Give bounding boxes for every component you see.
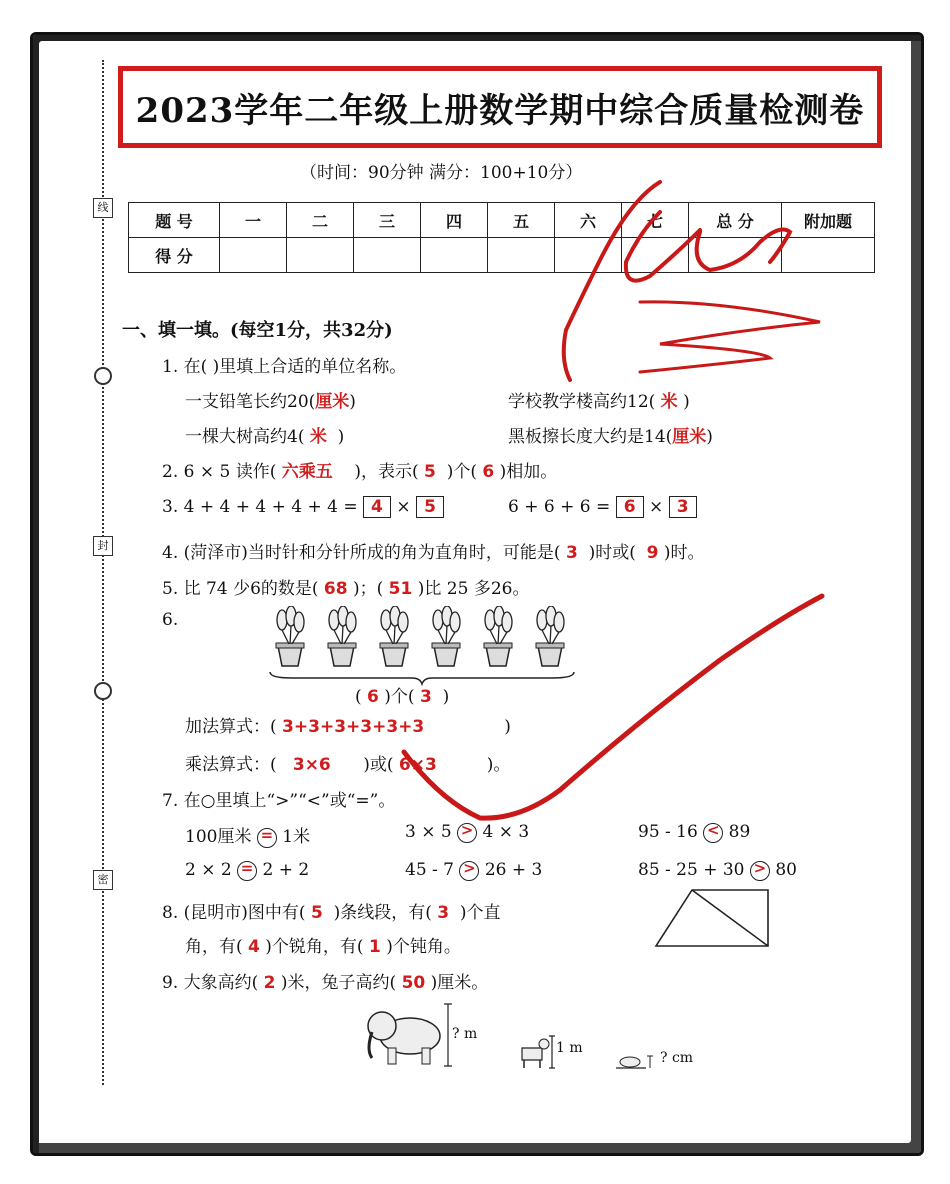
q8-text: )个直 [459,903,501,923]
compare-right: 89 [728,822,751,842]
answer: 6×3 [398,755,437,775]
q6-text: ) [442,687,450,707]
answer: = [240,858,254,877]
answer: > [463,858,476,877]
answer: 6 [623,497,636,517]
score-digit-zero [626,212,700,281]
q2-text: )相加。 [499,462,558,482]
compare-right: 1米 [282,827,311,847]
table-cell: 附加题 [782,203,875,238]
question-7: 7. 在○里填上“>”“<”或“=”。 [162,791,396,811]
answer: 2 [263,973,276,993]
rabbit-height-label: ? cm [660,1050,694,1066]
answer: 6 [482,462,495,482]
score-digit-one [564,182,660,380]
q8-text: )个锐角，有( [265,937,364,957]
q8-text: 8. (昆明市)图中有( [162,903,306,923]
answer: 6 [367,687,379,707]
q8-text: )个钝角。 [386,937,461,957]
compare-right: 80 [775,860,797,880]
section-heading: 一、填一填。(每空1分，共32分) [122,320,393,341]
compare-right: 26 + 3 [484,860,543,880]
answer: = [260,825,274,844]
table-cell: 四 [421,203,488,238]
q4-text: )时。 [663,543,705,563]
table-cell: 二 [287,203,354,238]
answer: 六乘五 [281,462,333,482]
table-cell: 得 分 [129,238,220,273]
q2-text: )，表示( [354,462,419,482]
page-title: 2023学年二年级上册数学期中综合质量检测卷 [135,90,865,131]
table-cell: 一 [220,203,287,238]
answer: 51 [388,579,413,599]
compare-left: 85 - 25 + 30 [638,860,745,880]
q8-text: 角，有( [185,937,243,957]
q1-text: 学校教学楼高约12( [508,392,656,412]
question-6: 6. [162,610,179,630]
q6-text: )或( [363,755,394,775]
answer: 1 [368,937,381,957]
q6-text: )。 [486,755,511,775]
answer: 68 [323,579,348,599]
answer: 厘米 [315,392,350,412]
compare-left: 45 - 7 [405,860,454,880]
answer: 9 [646,543,659,563]
answer: 4 [248,937,260,957]
table-cell: 七 [622,203,689,238]
q5-text: )比 25 多26。 [417,579,530,599]
table-cell: 题 号 [129,203,220,238]
binding-mark-seal: 封 [93,536,113,556]
answer: 3×6 [292,755,331,775]
q1-text: ) [683,392,690,412]
answer: < [706,820,720,839]
binding-mark-secret: 密 [93,870,113,890]
compare-left: 2 × 2 [185,860,232,880]
q5-text: )；( [353,579,384,599]
answer: 3+3+3+3+3+3 [282,717,425,737]
answer: > [460,820,474,839]
elephant-height-label: ? m [452,1026,478,1042]
answer: 5 [424,462,436,482]
q4-text: )时或( [588,543,636,563]
score-digit-zero [697,230,790,270]
answer: 5 [310,903,323,923]
answer: 米 [660,392,678,412]
compare-left: 3 × 5 [405,822,452,842]
q6-text: 加法算式：( [185,717,277,737]
q1-text: ) [349,392,356,412]
table-cell: 五 [488,203,555,238]
q1-text: 黑板擦长度大约是14( [508,427,673,447]
q2-text: )个( [446,462,477,482]
answer: 厘米 [672,427,707,447]
q1-text: ) [337,427,345,447]
q3-text: 3. 4 + 4 + 4 + 4 + 4 = [162,497,358,517]
q6-text: 乘法算式：( [185,755,277,775]
q4-text: 4. (菏泽市)当时针和分针所成的角为直角时，可能是( [162,543,561,563]
binding-mark-line: 线 [93,198,113,218]
q9-text: )厘米。 [430,973,489,993]
q5-text: 5. 比 74 少6的数是( [162,579,319,599]
answer: 3 [437,903,450,923]
q2-text: 2. 6 × 5 读作( [162,462,277,482]
answer: 5 [424,497,436,517]
answer: 3 [419,687,432,707]
answer: > [753,858,767,877]
compare-right: 4 × 3 [482,822,530,842]
table-cell: 三 [354,203,421,238]
exam-info: （时间：90分钟 满分：100+10分） [300,163,583,183]
times-sign: × [649,497,664,517]
check-mark-icon [404,596,822,818]
q9-text: 9. 大象高约( [162,973,259,993]
compare-left: 95 - 16 [638,822,698,842]
times-sign: × [396,497,411,517]
q9-text: )米，兔子高约( [280,973,397,993]
answer: 4 [371,497,383,517]
compare-right: 2 + 2 [262,860,310,880]
answer: 50 [401,973,426,993]
q3-text: 6 + 6 + 6 = [508,497,611,517]
table-cell: 六 [555,203,622,238]
answer: 3 [676,497,689,517]
compare-left: 100厘米 [185,827,252,847]
question-1: 1. 在( )里填上合适的单位名称。 [162,357,407,377]
q1-text: 一支铅笔长约20( [185,392,316,412]
table-cell: 总 分 [689,203,782,238]
goat-height-label: 1 m [556,1040,583,1056]
q6-text: ) [504,717,511,737]
q8-text: )条线段，有( [333,903,432,923]
q1-text: 一棵大树高约4( [185,427,305,447]
q1-text: ) [706,427,713,447]
answer: 3 [565,543,578,563]
q6-text: ( [355,687,362,707]
score-underline [640,302,820,372]
q6-text: )个( [384,687,415,707]
answer: 米 [309,427,327,447]
